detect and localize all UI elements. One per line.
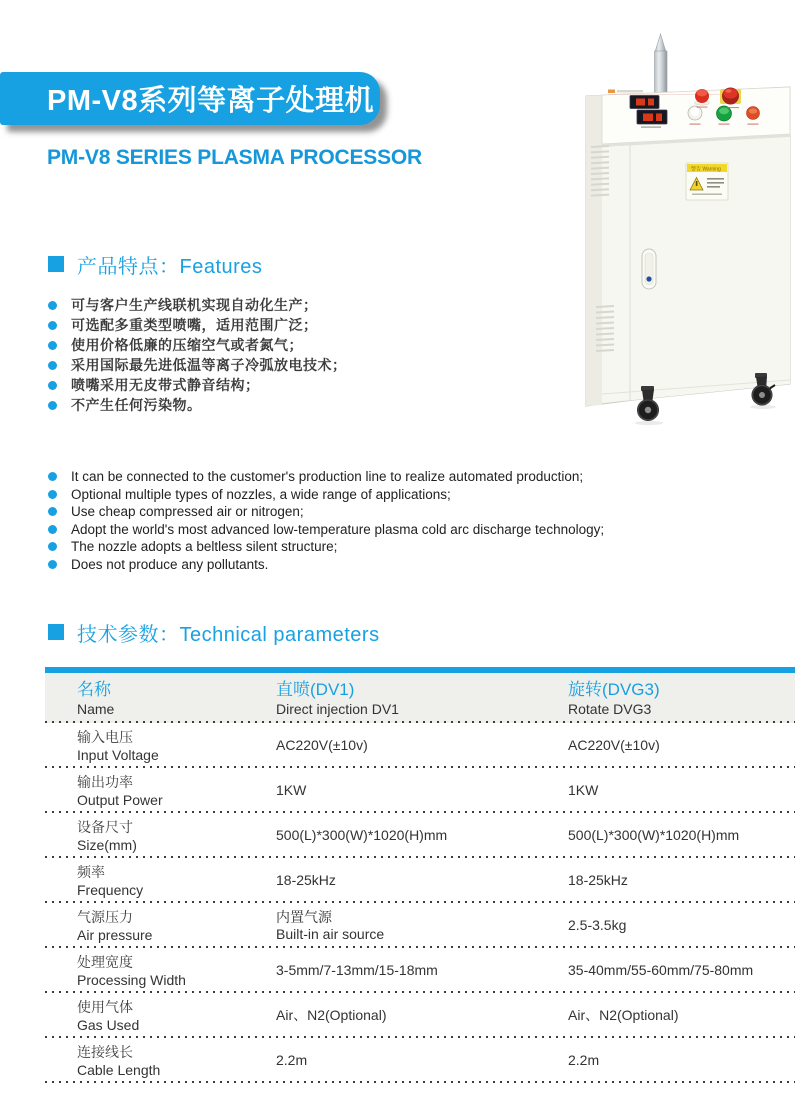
column-header-dv1 — [276, 673, 561, 723]
row-label — [77, 858, 267, 903]
table-cell-value — [568, 768, 793, 813]
feature-item-cn — [48, 355, 347, 375]
table-row — [45, 858, 795, 903]
feature-item-cn — [48, 295, 347, 315]
row-label-cn: 气源压力 — [77, 909, 133, 925]
green-button — [717, 106, 732, 121]
value-line: 2.2m — [276, 1052, 308, 1068]
value-line: 内置气源 — [276, 908, 332, 925]
feature-item-en-text: It can be connected to the customer's production line to realize automated production; — [71, 469, 584, 485]
row-label-en: Gas Used — [77, 1017, 140, 1033]
column-header-dvg3 — [568, 673, 793, 723]
row-label — [77, 948, 267, 993]
feature-item-cn — [48, 395, 347, 415]
table-header-row — [45, 673, 795, 723]
bullet-dot-icon — [48, 472, 57, 481]
bullet-dot-icon — [48, 401, 57, 410]
value-line: 18-25kHz — [568, 872, 628, 888]
value-line: 500(L)*300(W)*1020(H)mm — [276, 827, 448, 843]
feature-item-cn-text: 不产生任何污染物。 — [71, 397, 202, 413]
bullet-dot-icon — [48, 381, 57, 390]
feature-item-cn — [48, 375, 347, 395]
table-cell-value — [276, 768, 561, 813]
feature-item-en — [48, 503, 604, 521]
power-knob — [695, 89, 710, 105]
tech-parameters-heading — [48, 620, 380, 644]
table-cell-value — [568, 723, 793, 768]
row-label-cn: 设备尺寸 — [77, 819, 133, 835]
feature-item-en — [48, 538, 604, 556]
row-label-en: Cable Length — [77, 1062, 161, 1078]
feature-item-en-text: Adopt the world's most advanced low-temperature plasma cold arc discharge technology; — [71, 521, 605, 537]
table-cell-value — [276, 858, 561, 903]
table-cell-value — [276, 948, 561, 993]
feature-item-en — [48, 556, 604, 574]
table-row — [45, 813, 795, 858]
product-photo — [562, 0, 797, 445]
row-label-en: Size(mm) — [77, 837, 137, 853]
features-list-en — [48, 468, 604, 573]
table-cell-value — [568, 1038, 793, 1083]
bullet-dot-icon — [48, 560, 57, 569]
column-header-name — [77, 673, 267, 723]
feature-item-en-text: The nozzle adopts a beltless silent structure; — [71, 539, 338, 555]
tech-parameters-table — [45, 667, 795, 1083]
brand-logo — [608, 90, 615, 94]
orange-button — [747, 107, 760, 120]
feature-item-cn-text: 使用价格低廉的压缩空气或者氮气； — [71, 337, 303, 353]
row-label — [77, 768, 267, 813]
row-label-en: Input Voltage — [77, 747, 159, 763]
row-label — [77, 813, 267, 858]
value-line: AC220V(±10v) — [276, 737, 368, 753]
row-label-cn: 连接线长 — [77, 1044, 133, 1060]
row-label-cn: 频率 — [77, 864, 105, 880]
table-row — [45, 993, 795, 1038]
row-label-cn: 输入电压 — [77, 729, 133, 745]
row-label — [77, 903, 267, 948]
value-line: 1KW — [276, 782, 307, 798]
row-label — [77, 993, 267, 1038]
value-line: Air、N2(Optional) — [276, 1007, 387, 1023]
row-label-en: Processing Width — [77, 972, 186, 988]
row-label-cn: 使用气体 — [77, 999, 133, 1015]
bullet-dot-icon — [48, 341, 57, 350]
white-button — [688, 106, 702, 120]
value-line: Built-in air source — [276, 925, 385, 942]
warning-label — [686, 163, 728, 200]
feature-item-en — [48, 468, 604, 486]
feature-item-cn-text: 可与客户生产线联机实现自动化生产； — [71, 297, 318, 313]
feature-item-en — [48, 486, 604, 504]
features-list-cn — [48, 295, 347, 415]
blue-square-icon — [48, 624, 64, 640]
emergency-stop-button — [720, 88, 741, 105]
value-line: 3-5mm/7-13mm/15-18mm — [276, 962, 438, 978]
bullet-dot-icon — [48, 507, 57, 516]
row-label-cn: 处理宽度 — [77, 954, 133, 970]
table-row — [45, 1038, 795, 1083]
feature-item-cn-text: 可选配多重类型喷嘴，适用范围广泛； — [71, 317, 318, 333]
value-line: 18-25kHz — [276, 872, 336, 888]
table-cell-value — [276, 1038, 561, 1083]
warning-label-title: 警告 Warning — [691, 166, 721, 173]
page-title-banner — [0, 72, 380, 125]
column-header-en: Direct injection DV1 — [276, 701, 399, 717]
feature-item-en-text: Does not produce any pollutants. — [71, 556, 269, 572]
feature-item-en-text: Optional multiple types of nozzles, a wide range of applications; — [71, 486, 451, 502]
value-line: Air、N2(Optional) — [568, 1007, 679, 1023]
feature-item-en — [48, 521, 604, 539]
tech-heading-text: 技术参数：Technical parameters — [77, 623, 380, 646]
feature-item-cn-text: 喷嘴采用无皮带式静音结构； — [71, 377, 260, 393]
table-cell-value — [568, 903, 793, 948]
row-label — [77, 1038, 267, 1083]
page-subtitle-en: PM-V8 SERIES PLASMA PROCESSOR — [47, 146, 422, 169]
led-display-1 — [630, 96, 659, 109]
row-label-cn: 输出功率 — [77, 774, 133, 790]
row-label-en: Frequency — [77, 882, 144, 898]
table-cell-value — [276, 993, 561, 1038]
value-line: 1KW — [568, 782, 599, 798]
bullet-dot-icon — [48, 542, 57, 551]
door-handle — [642, 249, 656, 289]
table-cell-value — [276, 723, 561, 768]
blue-square-icon — [48, 256, 64, 272]
feature-item-cn-text: 采用国际最先进低温等离子冷弧放电技术； — [71, 357, 347, 373]
column-header-en: Name — [77, 701, 115, 717]
table-cell-value — [276, 813, 561, 858]
bullet-dot-icon — [48, 301, 57, 310]
column-header-cn: 旋转(DVG3) — [568, 680, 660, 699]
bullet-dot-icon — [48, 321, 57, 330]
table-cell-value — [568, 813, 793, 858]
row-label-en: Output Power — [77, 792, 163, 808]
bullet-dot-icon — [48, 525, 57, 534]
table-row — [45, 903, 795, 948]
feature-item-cn — [48, 335, 347, 355]
table-cell-value — [276, 903, 561, 948]
bullet-dot-icon — [48, 361, 57, 370]
features-heading — [48, 252, 262, 276]
row-label-en: Air pressure — [77, 927, 153, 943]
value-line: 35-40mm/55-60mm/75-80mm — [568, 962, 754, 978]
value-line: 500(L)*300(W)*1020(H)mm — [568, 827, 740, 843]
table-row — [45, 768, 795, 813]
bullet-dot-icon — [48, 490, 57, 499]
table-row — [45, 948, 795, 993]
page-title: PM-V8系列等离子处理机 — [47, 85, 375, 117]
feature-item-cn — [48, 315, 347, 335]
table-body — [45, 723, 795, 1083]
table-row — [45, 723, 795, 768]
column-header-cn: 名称 — [77, 680, 111, 699]
machine-cabinet — [586, 87, 790, 406]
table-cell-value — [568, 858, 793, 903]
column-header-cn: 直喷(DV1) — [276, 680, 355, 699]
feature-item-en-text: Use cheap compressed air or nitrogen; — [71, 504, 304, 520]
value-line: AC220V(±10v) — [568, 737, 660, 753]
value-line: 2.5-3.5kg — [568, 917, 627, 933]
table-cell-value — [568, 948, 793, 993]
table-cell-value — [568, 993, 793, 1038]
features-heading-text: 产品特点：Features — [77, 255, 263, 278]
row-label — [77, 723, 267, 768]
column-header-en: Rotate DVG3 — [568, 701, 652, 717]
value-line: 2.2m — [568, 1052, 600, 1068]
